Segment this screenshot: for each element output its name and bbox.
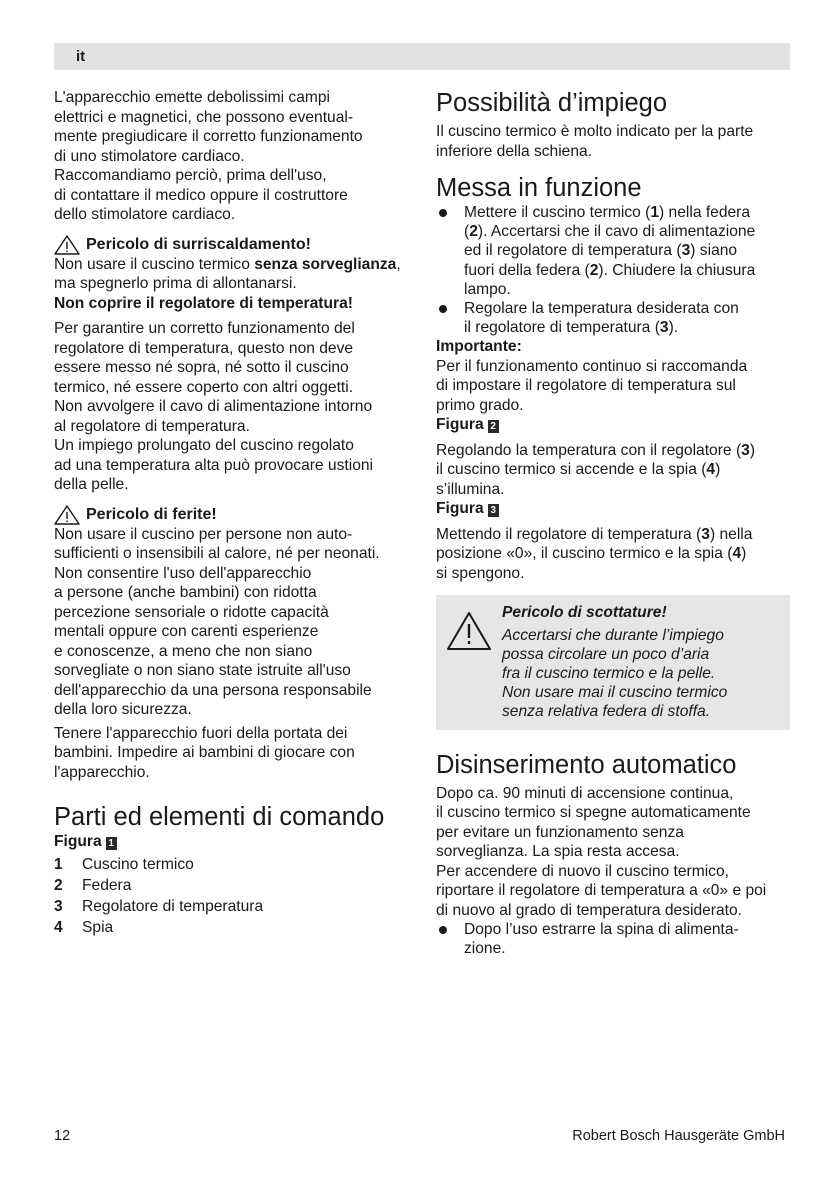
parts-list — [54, 854, 412, 938]
startup-heading: Messa in funzione — [436, 174, 642, 202]
auto-shutoff-heading: Disinserimento automatico — [436, 750, 737, 779]
no-cover-text: Per garantire un corretto funzionamento del regolatore di temperatura, questo non deve essere messo né sopra, né sotto il cuscino termico, né essere coperto con altri oggetti. Non avvolgere il cavo di alimentazione intorno al regolatore di temperatura. Un impiego prolungato del cuscino regolato ad una temperatura alta può provocare ustioni della pelle. — [54, 320, 374, 493]
bullet-dot-icon — [439, 305, 447, 313]
figure-number-badge: 2 — [488, 420, 499, 433]
overheat-text: Non usare il cuscino termico senza sorveglianza, ma spegnerlo prima di allontanarsi. — [54, 255, 401, 292]
burn-warning-title: Pericolo di scottature! — [502, 604, 667, 622]
bullet-dot-icon — [439, 926, 447, 934]
burn-warning-text: Accertarsi che durante l’impiego possa circolare un poco d’aria fra il cuscino termico e la pelle. Non usare mai il cuscino termico senza relativa federa di stoffa. — [502, 626, 728, 721]
list-item: Dopo l’uso estrarre la spina di alimenta- zione. — [436, 920, 792, 958]
figure-2-text: Regolando la temperatura con il regolatore (3) il cuscino termico si accende e la spia (4) s’illumina. — [436, 441, 756, 498]
startup-steps — [436, 203, 792, 337]
figure-3-text: Mettendo il regolatore di temperatura (3) nella posizione «0», il cuscino termico e la spia (4) si spengono. — [436, 525, 753, 582]
figure-number-badge: 3 — [488, 504, 499, 517]
figure-number-badge: 1 — [106, 837, 117, 850]
list-item: 3 Regolatore di temperatura — [54, 897, 264, 915]
important-label: Importante: — [436, 338, 522, 356]
injury-text: Non usare il cuscino per persone non auto- sufficienti o insensibili al calore, né per neonati. Non consentire l'uso dell'apparecchio a persone (anche bambini) con ridotta percezione sensoriale o ridotte capacità mentali oppure con carenti esperienze e conoscenze, a meno che non siano sorvegliate o non siano state istruite all'uso dell'apparecchio da una persona responsabile della loro sicurezza. — [54, 525, 380, 718]
warning-triangle-icon — [446, 611, 492, 651]
list-item: 4 Spia — [54, 918, 114, 936]
language-bar — [54, 43, 790, 70]
list-item: Mettere il cuscino termico (1) nella federa (2). Accertarsi che il cavo di alimentazione ed il regolatore di temperatura (3) siano fuori della federa (2). Chiudere la chiusura lampo. — [436, 203, 792, 299]
page-number: 12 — [54, 1128, 71, 1144]
company-name: Robert Bosch Hausgeräte GmbH — [572, 1128, 785, 1144]
language-label: it — [76, 48, 86, 65]
left-column — [54, 88, 412, 938]
auto-shutoff-text: Dopo ca. 90 minuti di accensione continua, il cuscino termico si spegne automaticamente per evitare un funzionamento senza sorveglianza. La spia resta accesa. Per accendere di nuovo il cuscino termico, riportare il regolatore di temperatura a «0» e poi di nuovo al grado di temperatura desiderato. — [436, 784, 767, 919]
children-text: Tenere l'apparecchio fuori della portata dei bambini. Impedire ai bambini di giocare con l'apparecchio. — [54, 724, 355, 781]
usage-heading: Possibilità d’impiego — [436, 89, 668, 117]
list-item: Regolare la temperatura desiderata con il regolatore di temperatura (3). — [436, 299, 792, 337]
overheat-warning-heading: Pericolo di surriscaldamento! — [54, 235, 412, 255]
list-item: 1 Cuscino termico — [54, 855, 194, 873]
no-cover-heading: Non coprire il regolatore di temperatura! — [54, 294, 353, 312]
injury-warning-heading: Pericolo di ferite! — [54, 505, 412, 525]
burn-warning-box — [436, 595, 790, 729]
important-text: Per il funzionamento continuo si raccomanda di impostare il regolatore di temperatura sul primo grado. — [436, 357, 748, 414]
right-column — [436, 88, 792, 959]
warning-triangle-icon — [54, 505, 80, 525]
warning-triangle-icon — [54, 235, 80, 255]
figure-2-label: Figura 2 — [436, 415, 792, 435]
parts-heading: Parti ed elementi di comando — [54, 803, 385, 831]
list-item: 2 Federa — [54, 876, 132, 894]
after-use-steps — [436, 920, 792, 958]
figure-3-label: Figura 3 — [436, 499, 792, 519]
usage-text: Il cuscino termico è molto indicato per la parte inferiore della schiena. — [436, 123, 754, 160]
pacemaker-notice: L'apparecchio emette debolissimi campi elettrici e magnetici, che possono eventual- mente pregiudicare il corretto funzionamento di uno stimolatore cardiaco. Raccomandiamo perciò, prima dell'uso, di contattare il medico oppure il costruttore dello stimolatore cardiaco. — [54, 89, 363, 223]
bullet-dot-icon — [439, 209, 447, 217]
figure-1-label: Figura 1 — [54, 832, 412, 852]
